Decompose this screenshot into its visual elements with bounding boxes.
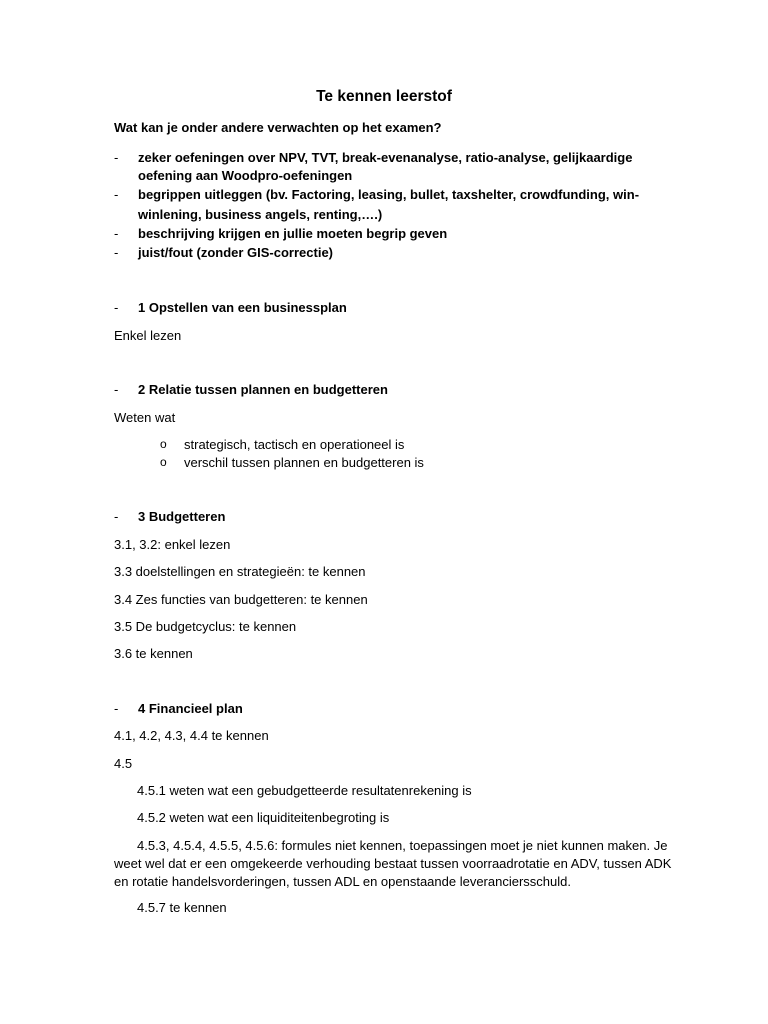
intro-item-line: oefening aan Woodpro-oefeningen [138,168,353,183]
subsection-text: weet wel dat er een omgekeerde verhouding bestaat tussen voorraadrotatie en ADV, tussen ADK [114,856,672,871]
page-title: Te kennen leerstof [316,88,452,105]
intro-item-line: winlening, business angels, renting,….) [138,207,383,222]
section-dash: - [114,509,119,524]
section-text: 3.3 doelstellingen en strategieën: te kennen [114,564,366,579]
bullet-circle-icon: o [160,437,167,451]
section-dash: - [114,382,119,397]
section-text: Weten wat [114,410,176,425]
bullet-text: verschil tussen plannen en budgetteren is [184,455,424,470]
intro-item-line: begrippen uitleggen (bv. Factoring, leasing, bullet, taxshelter, crowdfunding, win- [138,187,640,202]
list-dash: - [114,245,119,260]
subsection-text: 4.5.2 weten wat een liquiditeitenbegroting is [137,810,390,825]
section-text: 3.1, 3.2: enkel lezen [114,537,231,552]
bullet-text: strategisch, tactisch en operationeel is [184,437,405,452]
bullet-circle-icon: o [160,455,167,469]
section-text: 3.5 De budgetcyclus: te kennen [114,619,297,634]
section-heading: 4 Financieel plan [138,701,243,716]
intro-item-line: juist/fout (zonder GIS-correctie) [138,245,334,260]
section-text: 3.6 te kennen [114,646,193,661]
section-dash: - [114,701,119,716]
list-dash: - [114,226,119,241]
intro-item-line: beschrijving krijgen en jullie moeten begrip geven [138,226,448,241]
list-dash: - [114,150,119,165]
list-dash: - [114,187,119,202]
intro-item-line: zeker oefeningen over NPV, TVT, break-evenanalyse, ratio-analyse, gelijkaardige [138,150,633,165]
section-heading: 1 Opstellen van een businessplan [138,300,347,315]
section-text: 3.4 Zes functies van budgetteren: te kennen [114,592,368,607]
subsection-text: 4.5.3, 4.5.4, 4.5.5, 4.5.6: formules niet kennen, toepassingen moet je niet kunnen maken. Je [137,838,668,853]
section-text: 4.1, 4.2, 4.3, 4.4 te kennen [114,728,269,743]
subsection-text: en rotatie handelsvorderingen, tussen ADL en openstaande leveranciersschuld. [114,874,571,889]
subsection-text: 4.5.1 weten wat een gebudgetteerde resultatenrekening is [137,783,472,798]
section-text: Enkel lezen [114,328,182,343]
section-dash: - [114,300,119,315]
subsection-text: 4.5.7 te kennen [137,900,227,915]
section-heading: 2 Relatie tussen plannen en budgetteren [138,382,388,397]
section-text: 4.5 [114,756,133,771]
section-heading: 3 Budgetteren [138,509,226,524]
intro-question: Wat kan je onder andere verwachten op het examen? [114,120,442,135]
